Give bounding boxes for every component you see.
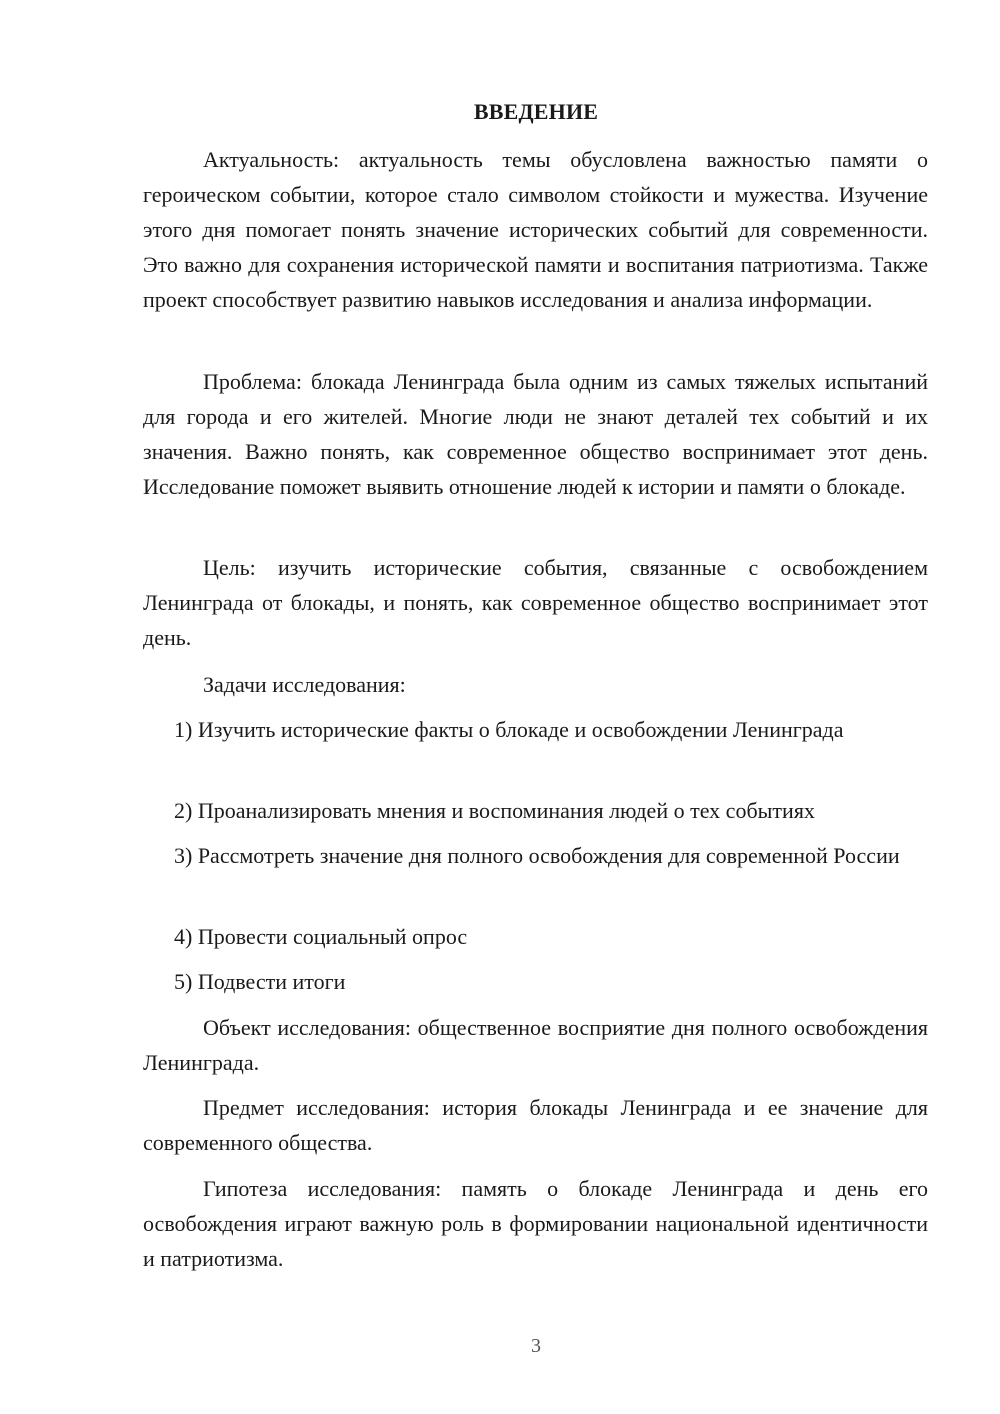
goal-paragraph: Цель: изучить исторические события, связанные с освобождением Ленинграда от блокады, и понять, как современное общество воспринимает этот день. <box>143 555 928 650</box>
object-paragraph: Объект исследования: общественное восприятие дня полного освобождения Ленинграда. <box>143 1015 928 1075</box>
subject-paragraph: Предмет исследования: история блокады Ленинграда и ее значение для современного общества. <box>143 1095 928 1155</box>
task-item: 5) Подвести итоги <box>174 969 346 994</box>
hypothesis-paragraph: Гипотеза исследования: память о блокаде Ленинграда и день его освобождения играют важную роль в формировании национальной идентичности и патриотизма. <box>143 1176 928 1271</box>
problem-paragraph: Проблема: блокада Ленинграда была одним из самых тяжелых испытаний для города и его жителей. Многие люди не знают деталей тех событий и их значения. Важно понять, как современное общество воспринимает этот день. Исследование поможет выявить отношение людей к истории и памяти о блокаде. <box>143 369 928 499</box>
task-item: 2) Проанализировать мнения и воспоминания людей о тех событиях <box>174 798 815 823</box>
task-item: 4) Провести социальный опрос <box>174 924 468 949</box>
relevance-paragraph: Актуальность: актуальность темы обусловлена важностью памяти о героическом событии, которое стало символом стойкости и мужества. Изучение этого дня помогает понять значение исторических событий для современности. Это важно для сохранения исторической памяти и воспитания патриотизма. Также проект способствует развитию навыков исследования и анализа информации. <box>143 147 928 312</box>
section-heading: ВВЕДЕНИЕ <box>473 99 599 124</box>
tasks-heading: Задачи исследования: <box>203 672 406 697</box>
page-number: 3 <box>531 1335 541 1357</box>
task-item: 1) Изучить исторические факты о блокаде и освобождении Ленинграда <box>174 717 844 742</box>
task-item: 3) Рассмотреть значение дня полного освобождения для современной России <box>174 843 900 868</box>
